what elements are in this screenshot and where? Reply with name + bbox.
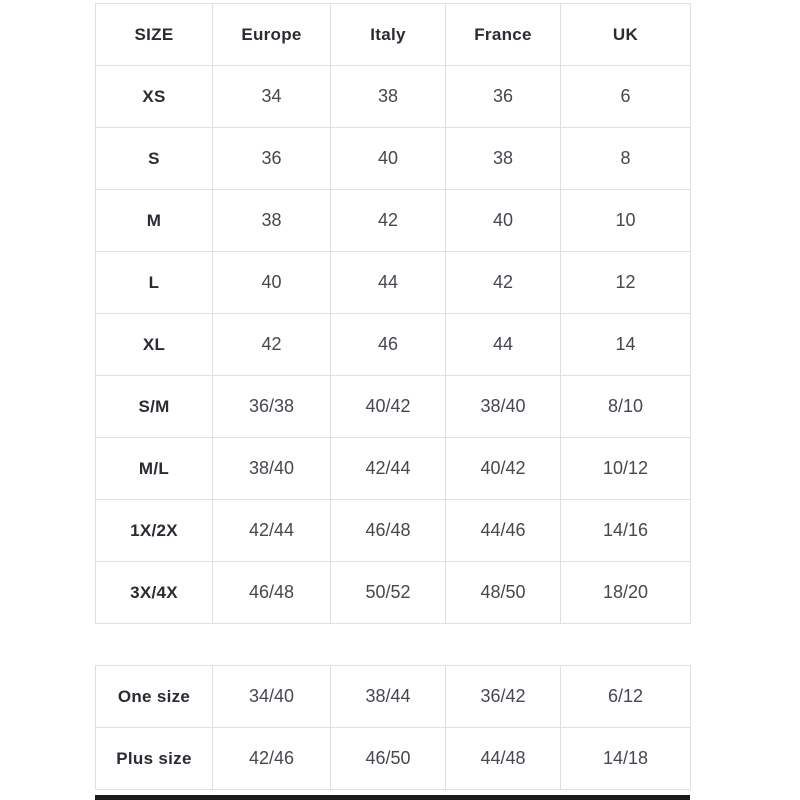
- value-cell: 44/48: [446, 728, 561, 790]
- size-label: M: [96, 190, 213, 252]
- value-cell: 46: [331, 314, 446, 376]
- value-cell: 34/40: [213, 666, 331, 728]
- value-cell: 6: [561, 66, 691, 128]
- value-cell: 38: [446, 128, 561, 190]
- value-cell: 42/46: [213, 728, 331, 790]
- value-cell: 14/18: [561, 728, 691, 790]
- value-cell: 40: [331, 128, 446, 190]
- value-cell: 6/12: [561, 666, 691, 728]
- value-cell: 18/20: [561, 562, 691, 624]
- value-cell: 36/42: [446, 666, 561, 728]
- value-cell: 40: [213, 252, 331, 314]
- header-cell-uk: UK: [561, 4, 691, 66]
- table-row-3x4x: [96, 562, 691, 624]
- value-cell: 38/40: [213, 438, 331, 500]
- header-cell-europe: Europe: [213, 4, 331, 66]
- header-cell-italy: Italy: [331, 4, 446, 66]
- value-cell: 42: [331, 190, 446, 252]
- value-cell: 14/16: [561, 500, 691, 562]
- value-cell: 42: [446, 252, 561, 314]
- size-label: L: [96, 252, 213, 314]
- value-cell: 50/52: [331, 562, 446, 624]
- value-cell: 36/38: [213, 376, 331, 438]
- table-row-m: [96, 190, 691, 252]
- value-cell: 48/50: [446, 562, 561, 624]
- size-label: S: [96, 128, 213, 190]
- size-label: 1X/2X: [96, 500, 213, 562]
- size-label: Plus size: [96, 728, 213, 790]
- table-row-s: [96, 128, 691, 190]
- value-cell: 44: [331, 252, 446, 314]
- value-cell: 46/50: [331, 728, 446, 790]
- table-header-row: [96, 4, 691, 66]
- value-cell: 10: [561, 190, 691, 252]
- table-row-xl: [96, 314, 691, 376]
- value-cell: 36: [213, 128, 331, 190]
- value-cell: 42/44: [331, 438, 446, 500]
- size-label: One size: [96, 666, 213, 728]
- table-row-1x2x: [96, 500, 691, 562]
- table-row-xs: [96, 66, 691, 128]
- value-cell: 12: [561, 252, 691, 314]
- value-cell: 44/46: [446, 500, 561, 562]
- table-row-l: [96, 252, 691, 314]
- value-cell: 34: [213, 66, 331, 128]
- cropped-bottom-divider: [95, 795, 690, 800]
- header-cell-france: France: [446, 4, 561, 66]
- size-conversion-table: [95, 3, 691, 624]
- value-cell: 38: [213, 190, 331, 252]
- value-cell: 10/12: [561, 438, 691, 500]
- value-cell: 38/44: [331, 666, 446, 728]
- value-cell: 40/42: [331, 376, 446, 438]
- value-cell: 46/48: [213, 562, 331, 624]
- size-label: XL: [96, 314, 213, 376]
- size-label: 3X/4X: [96, 562, 213, 624]
- value-cell: 44: [446, 314, 561, 376]
- header-cell-size: SIZE: [96, 4, 213, 66]
- table-row-plus-size: [96, 728, 691, 790]
- size-label: XS: [96, 66, 213, 128]
- value-cell: 8: [561, 128, 691, 190]
- value-cell: 40: [446, 190, 561, 252]
- size-label: S/M: [96, 376, 213, 438]
- value-cell: 42/44: [213, 500, 331, 562]
- table-row-ml: [96, 438, 691, 500]
- value-cell: 40/42: [446, 438, 561, 500]
- value-cell: 46/48: [331, 500, 446, 562]
- table-row-one-size: [96, 666, 691, 728]
- value-cell: 8/10: [561, 376, 691, 438]
- value-cell: 14: [561, 314, 691, 376]
- value-cell: 38/40: [446, 376, 561, 438]
- value-cell: 42: [213, 314, 331, 376]
- table-row-sm: [96, 376, 691, 438]
- value-cell: 38: [331, 66, 446, 128]
- special-sizes-table: [95, 665, 691, 790]
- value-cell: 36: [446, 66, 561, 128]
- size-label: M/L: [96, 438, 213, 500]
